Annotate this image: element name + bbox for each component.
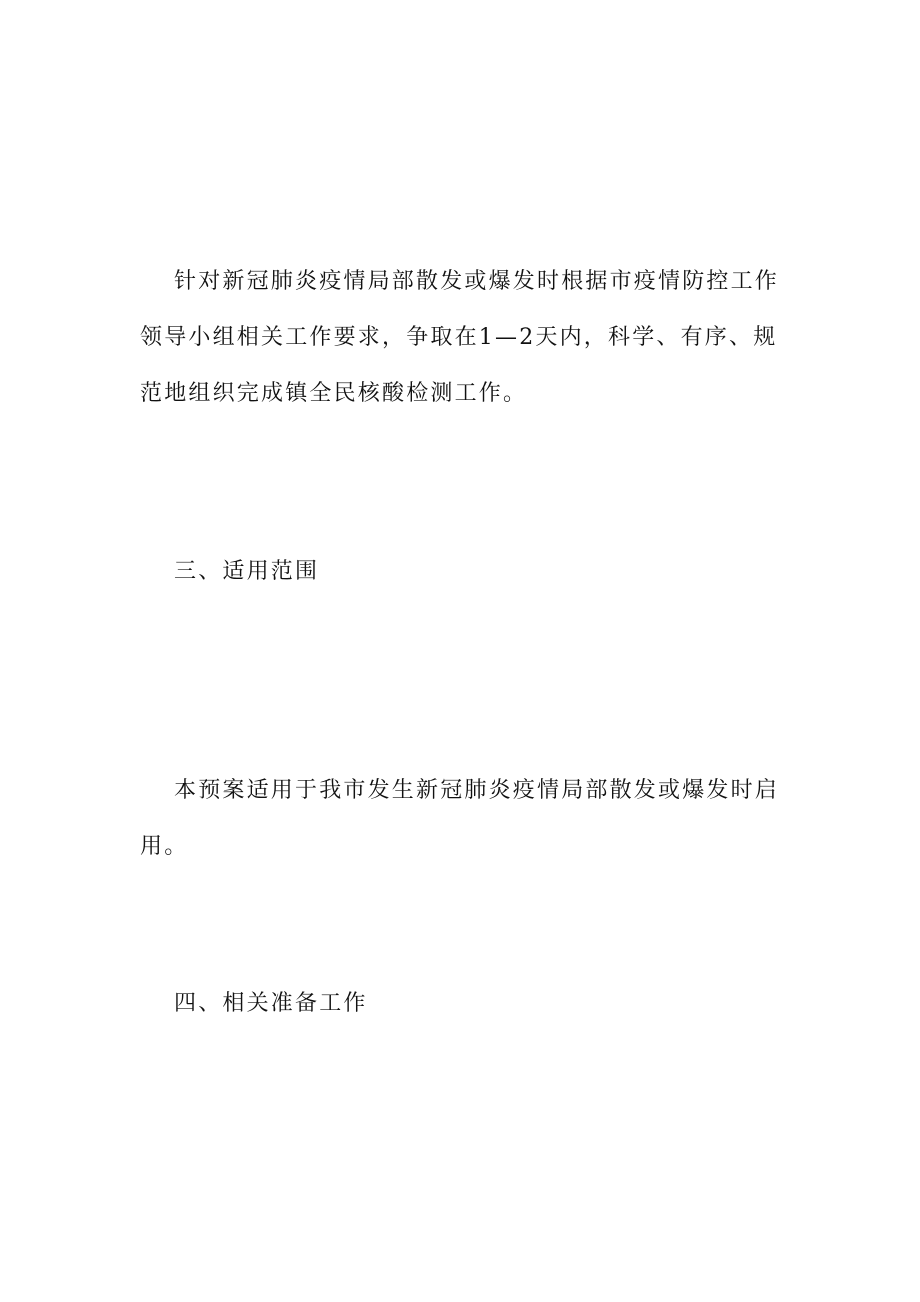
paragraph-goal: 针对新冠肺炎疫情局部散发或爆发时根据市疫情防控工作领导小组相关工作要求，争取在1—2天内，科学、有序、规范地组织完成镇全民核酸检测工作。 — [140, 269, 780, 406]
paragraph-scope: 本预案适用于我市发生新冠肺炎疫情局部散发或爆发时启用。 — [140, 778, 780, 859]
section-heading-scope: 三、适用范围 — [174, 559, 320, 584]
section-heading-preparation: 四、相关准备工作 — [174, 991, 368, 1016]
